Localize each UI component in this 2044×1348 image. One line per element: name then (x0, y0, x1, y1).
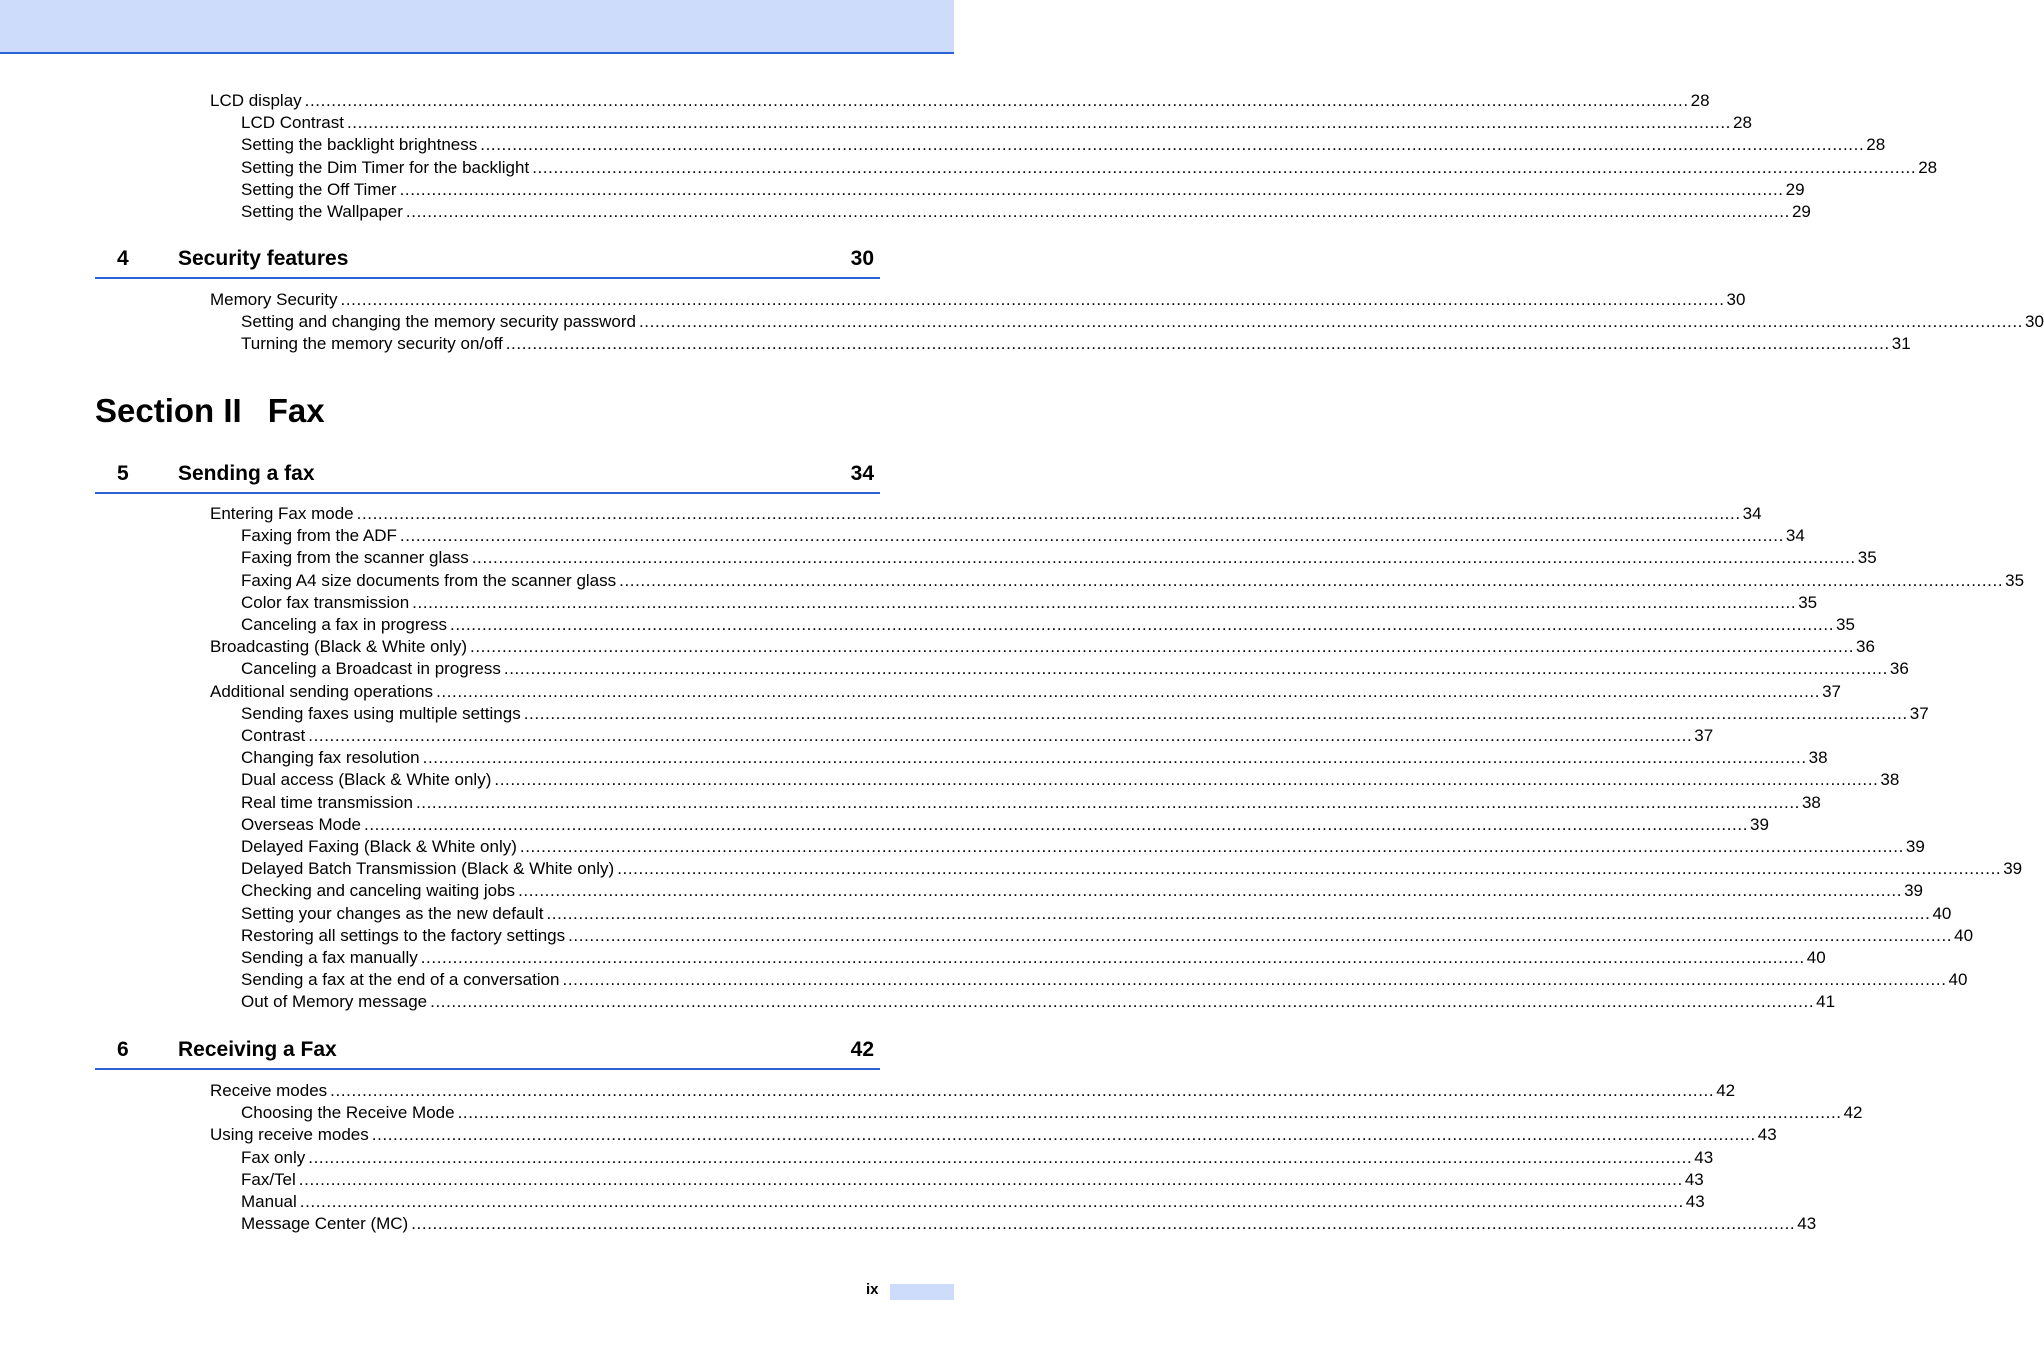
toc-entry-page: 28 (1918, 158, 1938, 177)
toc-entry-page: 37 (1694, 726, 1714, 745)
toc-entry-page: 43 (1797, 1214, 1817, 1233)
header-band (0, 0, 954, 54)
dot-leader: .................................................................................................................................................................................................................................................................... (371, 1125, 1756, 1144)
toc-entry[interactable] (241, 157, 1938, 179)
toc-entry-page: 38 (1801, 793, 1821, 812)
toc-entry[interactable] (241, 547, 1877, 569)
toc-entry-title: Restoring all settings to the factory settings (241, 926, 566, 945)
dot-leader: .................................................................................................................................................................................................................................................................... (346, 113, 1731, 132)
dot-leader: .................................................................................................................................................................................................................................................................... (503, 659, 1888, 678)
toc-entry-title: Choosing the Receive Mode (241, 1103, 455, 1122)
dot-leader: .................................................................................................................................................................................................................................................................... (356, 504, 1741, 523)
toc-entry-title: Real time transmission (241, 793, 413, 812)
toc-entry-title: LCD Contrast (241, 113, 344, 132)
toc-entry[interactable] (241, 814, 1769, 836)
toc-entry-title: Sending a fax at the end of a conversation (241, 970, 560, 989)
toc-entry-page: 38 (1880, 770, 1900, 789)
toc-entry-title: Turning the memory security on/off (241, 334, 503, 353)
toc-entry-page: 36 (1856, 637, 1875, 656)
toc-entry[interactable] (241, 134, 1886, 156)
toc-entry-page: 42 (1716, 1081, 1736, 1100)
dot-leader: .................................................................................................................................................................................................................................................................... (471, 548, 1856, 567)
toc-entry-title: Canceling a fax in progress (241, 615, 448, 634)
dot-leader: .................................................................................................................................................................................................................................................................... (308, 1148, 1693, 1167)
toc-entry-title: Contrast (241, 726, 306, 745)
toc-entry-page: 30 (1726, 290, 1746, 309)
toc-entry[interactable] (241, 703, 1929, 725)
toc-entry[interactable] (241, 880, 1923, 902)
toc-entry-title: Setting the Off Timer (241, 180, 397, 199)
toc-entry-page: 39 (1905, 837, 1925, 856)
chapter-page: 42 (850, 1038, 874, 1061)
toc-entry[interactable] (241, 592, 1818, 614)
toc-entry-title: Message Center (MC) (241, 1214, 409, 1233)
toc-entry-title: Delayed Faxing (Black & White only) (241, 837, 517, 856)
toc-entry[interactable] (241, 658, 1909, 680)
toc-entry[interactable] (210, 1124, 1777, 1146)
toc-entry-title: Setting the Wallpaper (241, 202, 403, 221)
toc-entry-page: 28 (1733, 113, 1752, 132)
toc-entry-title: Faxing from the ADF (241, 526, 397, 545)
toc-entry[interactable] (241, 201, 1811, 223)
dot-leader: .................................................................................................................................................................................................................................................................... (518, 881, 1903, 900)
page-number-bar (890, 1284, 954, 1300)
toc-entry[interactable] (241, 969, 1968, 991)
toc-entry-page: 37 (1822, 682, 1841, 701)
dot-leader: .................................................................................................................................................................................................................................................................... (422, 748, 1807, 767)
dot-leader: .................................................................................................................................................................................................................................................................... (405, 202, 1790, 221)
toc-entry[interactable] (241, 792, 1821, 814)
toc-entry[interactable] (241, 570, 2025, 592)
toc-entry-title: Color fax transmission (241, 593, 410, 612)
section-title: Fax (267, 392, 325, 429)
dot-leader: .................................................................................................................................................................................................................................................................... (523, 704, 1908, 723)
dot-leader: .................................................................................................................................................................................................................................................................... (364, 815, 1749, 834)
dot-leader: .................................................................................................................................................................................................................................................................... (298, 1170, 1683, 1189)
dot-leader: .................................................................................................................................................................................................................................................................... (430, 992, 1815, 1011)
toc-entry[interactable] (241, 858, 2023, 880)
toc-entry[interactable] (210, 289, 1746, 311)
toc-entry-page: 29 (1785, 180, 1805, 199)
chapter-title: Receiving a Fax (178, 1038, 337, 1061)
toc-entry-page: 28 (1866, 135, 1886, 154)
toc-entry-page: 39 (1904, 881, 1923, 900)
toc-entry-page: 34 (1785, 526, 1805, 545)
toc-entry[interactable] (241, 112, 1752, 134)
toc-entry-page: 35 (1798, 593, 1818, 612)
dot-leader: .................................................................................................................................................................................................................................................................... (340, 290, 1725, 309)
dot-leader: .................................................................................................................................................................................................................................................................... (308, 726, 1693, 745)
dot-leader: .................................................................................................................................................................................................................................................................... (304, 91, 1689, 110)
toc-entry[interactable] (241, 769, 1900, 791)
toc-entry[interactable] (241, 1213, 1817, 1235)
dot-leader: .................................................................................................................................................................................................................................................................... (412, 593, 1797, 612)
dot-leader: .................................................................................................................................................................................................................................................................... (330, 1081, 1715, 1100)
toc-entry-title: Dual access (Black & White only) (241, 770, 492, 789)
dot-leader: .................................................................................................................................................................................................................................................................... (619, 571, 2004, 590)
toc-entry[interactable] (241, 836, 1925, 858)
toc-entry-page: 43 (1694, 1148, 1714, 1167)
dot-leader: .................................................................................................................................................................................................................................................................... (638, 312, 2023, 331)
toc-entry-page: 34 (1742, 504, 1762, 523)
toc-entry[interactable] (241, 1169, 1704, 1191)
chapter-heading[interactable] (95, 1038, 880, 1070)
toc-entry[interactable] (210, 636, 1875, 658)
chapter-number: 5 (117, 462, 129, 485)
dot-leader: .................................................................................................................................................................................................................................................................... (457, 1103, 1842, 1122)
toc-entry-title: Sending faxes using multiple settings (241, 704, 521, 723)
toc-entry-title: Setting your changes as the new default (241, 904, 544, 923)
dot-leader: .................................................................................................................................................................................................................................................................... (411, 1214, 1796, 1233)
toc-entry-page: 30 (2025, 312, 2044, 331)
toc-entry[interactable] (241, 333, 1911, 355)
toc-entry-title: Canceling a Broadcast in progress (241, 659, 501, 678)
chapter-heading[interactable] (95, 462, 880, 494)
dot-leader: .................................................................................................................................................................................................................................................................... (399, 526, 1784, 545)
toc-entry-page: 38 (1808, 748, 1828, 767)
toc-entry[interactable] (241, 947, 1826, 969)
dot-leader: .................................................................................................................................................................................................................................................................... (546, 904, 1931, 923)
toc-entry-page: 42 (1843, 1103, 1863, 1122)
dot-leader: .................................................................................................................................................................................................................................................................... (568, 926, 1953, 945)
dot-leader: .................................................................................................................................................................................................................................................................... (420, 948, 1805, 967)
toc-entry-title: Setting and changing the memory security password (241, 312, 636, 331)
toc-entry-title: Memory Security (210, 290, 338, 309)
toc-entry-page: 39 (2003, 859, 2023, 878)
toc-entry[interactable] (210, 1080, 1736, 1102)
toc-entry-page: 43 (1685, 1192, 1705, 1211)
chapter-heading[interactable] (95, 247, 880, 279)
dot-leader: .................................................................................................................................................................................................................................................................... (480, 135, 1865, 154)
toc-entry-page: 37 (1909, 704, 1929, 723)
dot-leader: .................................................................................................................................................................................................................................................................... (505, 334, 1890, 353)
toc-entry-title: Receive modes (210, 1081, 328, 1100)
chapter-title: Sending a fax (178, 462, 315, 485)
toc-entry[interactable] (241, 614, 1855, 636)
toc-entry-page: 40 (1948, 970, 1968, 989)
toc-entry-page: 36 (1889, 659, 1909, 678)
dot-leader: .................................................................................................................................................................................................................................................................... (562, 970, 1947, 989)
toc-entry[interactable] (241, 991, 1836, 1013)
dot-leader: .................................................................................................................................................................................................................................................................... (450, 615, 1835, 634)
toc-entry-page: 31 (1891, 334, 1911, 353)
page-number: ix (866, 1281, 879, 1298)
toc-entry[interactable] (241, 1191, 1705, 1213)
toc-entry-page: 35 (1836, 615, 1855, 634)
toc-entry[interactable] (241, 1102, 1863, 1124)
toc-entry-title: Sending a fax manually (241, 948, 418, 967)
chapter-page: 30 (850, 247, 874, 270)
toc-entry[interactable] (241, 525, 1805, 547)
dot-leader: .................................................................................................................................................................................................................................................................... (532, 158, 1917, 177)
toc-entry-title: Entering Fax mode (210, 504, 354, 523)
toc-entry-page: 28 (1690, 91, 1710, 110)
toc-entry[interactable] (241, 1147, 1714, 1169)
toc-entry[interactable] (241, 311, 2044, 333)
toc-entry-page: 29 (1791, 202, 1811, 221)
dot-leader: .................................................................................................................................................................................................................................................................... (299, 1192, 1684, 1211)
toc-entry-title: Setting the Dim Timer for the backlight (241, 158, 530, 177)
toc-entry-title: Out of Memory message (241, 992, 428, 1011)
toc-entry-title: Using receive modes (210, 1125, 369, 1144)
dot-leader: .................................................................................................................................................................................................................................................................... (470, 637, 1855, 656)
toc-entry-title: Fax only (241, 1148, 306, 1167)
toc-entry[interactable] (210, 681, 1841, 703)
toc-entry-page: 40 (1954, 926, 1974, 945)
toc-entry-title: LCD display (210, 91, 302, 110)
toc-entry-title: Fax/Tel (241, 1170, 296, 1189)
chapter-page: 34 (850, 462, 874, 485)
toc-entry-title: Checking and canceling waiting jobs (241, 881, 516, 900)
dot-leader: .................................................................................................................................................................................................................................................................... (399, 180, 1784, 199)
toc-entry-title: Faxing from the scanner glass (241, 548, 469, 567)
toc-entry-page: 43 (1757, 1125, 1777, 1144)
toc-entry[interactable] (241, 747, 1828, 769)
chapter-number: 4 (117, 247, 129, 270)
chapter-title: Security features (178, 247, 349, 270)
toc-entry[interactable] (241, 903, 1952, 925)
toc-entry-page: 39 (1750, 815, 1769, 834)
toc-entry-title: Overseas Mode (241, 815, 361, 834)
section-heading (95, 392, 325, 430)
toc-entry-page: 40 (1932, 904, 1952, 923)
toc-entry-page: 35 (1857, 548, 1877, 567)
toc-entry-title: Changing fax resolution (241, 748, 420, 767)
toc-entry-title: Delayed Batch Transmission (Black & White only) (241, 859, 615, 878)
dot-leader: .................................................................................................................................................................................................................................................................... (436, 682, 1821, 701)
toc-entry[interactable] (210, 503, 1762, 525)
dot-leader: .................................................................................................................................................................................................................................................................... (617, 859, 2002, 878)
toc-entry-title: Faxing A4 size documents from the scanner glass (241, 571, 617, 590)
toc-entry-title: Manual (241, 1192, 297, 1211)
section-label: Section II (95, 392, 242, 429)
toc-entry-page: 41 (1816, 992, 1836, 1011)
toc-entry-page: 35 (2005, 571, 2025, 590)
toc-entry-title: Setting the backlight brightness (241, 135, 478, 154)
dot-leader: .................................................................................................................................................................................................................................................................... (494, 770, 1879, 789)
toc-entry-title: Broadcasting (Black & White only) (210, 637, 467, 656)
toc-entry[interactable] (241, 179, 1805, 201)
toc-entry[interactable] (241, 725, 1714, 747)
toc-entry-page: 43 (1684, 1170, 1704, 1189)
toc-entry[interactable] (210, 90, 1710, 112)
dot-leader: .................................................................................................................................................................................................................................................................... (415, 793, 1800, 812)
chapter-number: 6 (117, 1038, 129, 1061)
toc-entry-page: 40 (1806, 948, 1826, 967)
toc-entry-title: Additional sending operations (210, 682, 434, 701)
dot-leader: .................................................................................................................................................................................................................................................................... (519, 837, 1904, 856)
toc-entry[interactable] (241, 925, 1974, 947)
